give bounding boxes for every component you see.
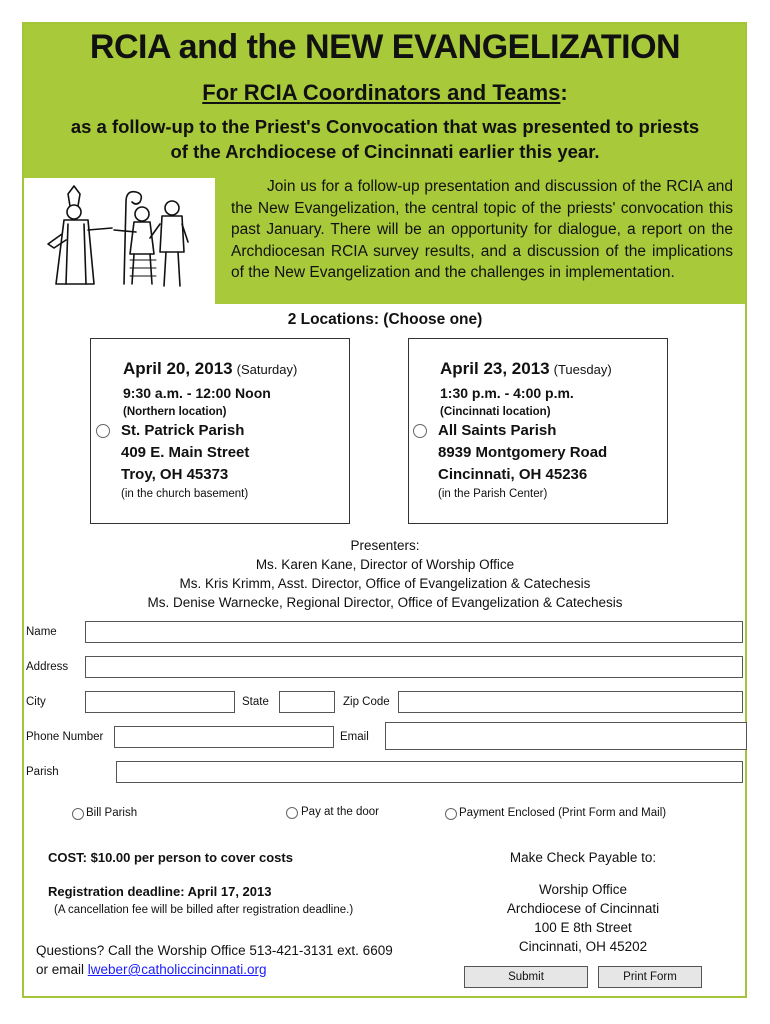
intro-paragraph: Join us for a follow-up presentation and discussion of the RCIA and the New Evangelization, the central topic of the priests' convocation this past January. There will be an opportunity for dialogue, a report on the Archdiocesan RCIA survey results, and a discussion of the implications of the New Evangelization and the challenges in implementation.	[231, 178, 733, 282]
location-note: (in the church basement)	[121, 488, 249, 500]
subtitle-line-2: of the Archdiocese of Cincinnati earlier this year.	[170, 141, 600, 162]
state-label: State	[242, 696, 269, 708]
payment-enclosed-label: Payment Enclosed (Print Form and Mail)	[459, 807, 667, 819]
date-text: April 20, 2013	[123, 359, 233, 378]
location-date	[123, 359, 297, 379]
location-radio-cincinnati[interactable]	[413, 424, 427, 438]
location-city: Cincinnati, OH 45236	[438, 466, 588, 483]
email-label: Email	[340, 731, 369, 743]
presenter-item: Ms. Denise Warnecke, Regional Director, Office of Evangelization & Catechesis	[147, 595, 623, 610]
questions-text: Questions? Call the Worship Office 513-421-3131 ext. 6609	[36, 943, 393, 958]
location-area: (Cincinnati location)	[440, 406, 551, 418]
zip-field[interactable]	[398, 691, 743, 713]
location-card-cincinnati	[408, 338, 668, 524]
audience-text: For RCIA Coordinators and Teams	[202, 80, 561, 105]
audience-heading	[0, 80, 770, 106]
date-text: April 23, 2013	[440, 359, 550, 378]
page-title: RCIA and the NEW EVANGELIZATION	[89, 28, 681, 66]
payable-line: Worship Office	[538, 882, 628, 897]
deadline-text: Registration deadline: April 17, 2013	[48, 884, 272, 899]
phone-field[interactable]	[114, 726, 334, 748]
location-card-troy	[90, 338, 350, 524]
payable-line: Archdiocese of Cincinnati	[506, 901, 660, 916]
presenter-item: Ms. Karen Kane, Director of Worship Office	[255, 557, 515, 572]
cost-text: COST: $10.00 per person to cover costs	[48, 850, 293, 865]
print-form-button[interactable]: Print Form	[598, 966, 702, 988]
payment-enclosed-radio[interactable]	[445, 808, 457, 820]
location-area: (Northern location)	[123, 406, 227, 418]
payable-heading: Make Check Payable to:	[509, 850, 657, 865]
day-text: (Tuesday)	[553, 362, 612, 377]
subtitle-line-1: as a follow-up to the Priest's Convocation that was presented to priests	[70, 116, 700, 137]
zip-label: Zip Code	[343, 696, 390, 708]
city-field[interactable]	[85, 691, 235, 713]
phone-label: Phone Number	[26, 731, 104, 743]
parish-label: Parish	[26, 766, 59, 778]
locations-heading: 2 Locations: (Choose one)	[287, 311, 483, 328]
pay-at-door-label: Pay at the door	[301, 806, 379, 818]
day-text: (Saturday)	[236, 362, 298, 377]
state-field[interactable]	[279, 691, 335, 713]
payable-line: Cincinnati, OH 45202	[518, 939, 648, 954]
audience-colon: :	[560, 80, 568, 105]
email-line	[36, 962, 267, 977]
location-radio-troy[interactable]	[96, 424, 110, 438]
payable-line: 100 E 8th Street	[534, 920, 632, 935]
submit-button[interactable]: Submit	[464, 966, 588, 988]
city-label: City	[26, 696, 46, 708]
email-prefix: or email	[36, 962, 88, 977]
presenter-item: Ms. Kris Krimm, Asst. Director, Office of Evangelization & Catechesis	[179, 576, 591, 591]
location-time: 9:30 a.m. - 12:00 Noon	[123, 385, 271, 401]
presenters-section	[0, 536, 770, 612]
presenters-heading: Presenters:	[350, 538, 420, 553]
pay-at-door-radio[interactable]	[286, 807, 298, 819]
email-field[interactable]	[385, 722, 747, 750]
location-note: (in the Parish Center)	[438, 488, 548, 500]
bill-parish-label: Bill Parish	[86, 807, 138, 819]
location-parish: St. Patrick Parish	[121, 422, 245, 439]
location-date	[440, 359, 612, 379]
location-street: 409 E. Main Street	[121, 444, 250, 461]
address-field[interactable]	[85, 656, 743, 678]
address-label: Address	[26, 661, 69, 673]
parish-field[interactable]	[116, 761, 743, 783]
location-parish: All Saints Parish	[438, 422, 557, 439]
bill-parish-radio[interactable]	[72, 808, 84, 820]
subtitle	[0, 114, 770, 164]
location-street: 8939 Montgomery Road	[438, 444, 608, 461]
payable-address	[470, 880, 696, 956]
email-link[interactable]: lweber@catholiccincinnati.org	[87, 962, 267, 977]
name-label: Name	[26, 626, 57, 638]
location-city: Troy, OH 45373	[121, 466, 229, 483]
name-field[interactable]	[85, 621, 743, 643]
cancellation-note: (A cancellation fee will be billed after registration deadline.)	[54, 904, 354, 916]
location-time: 1:30 p.m. - 4:00 p.m.	[440, 385, 574, 401]
clergy-illustration	[38, 184, 198, 294]
